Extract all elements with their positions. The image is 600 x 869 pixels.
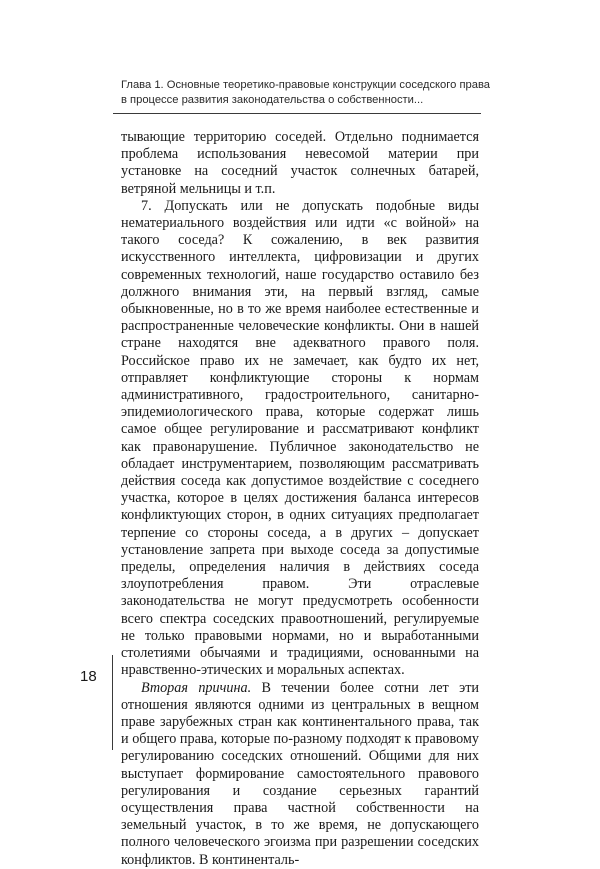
page-body bbox=[121, 129, 479, 869]
running-head-line-1: Глава 1. Основные теоретико-правовые конструкции соседского права bbox=[121, 79, 490, 91]
running-head-line-2: в процессе развития законодательства о собственности... bbox=[121, 94, 424, 106]
paragraph-lead-in: Вторая причина. bbox=[141, 679, 252, 696]
running-head bbox=[121, 78, 490, 108]
header-divider bbox=[113, 113, 481, 114]
paragraph-second-reason bbox=[121, 680, 479, 869]
paragraph-continued: тывающие территорию соседей. Отдельно поднимается проблема использования невесомой материи при установке на соседний участок солнечных батарей, ветряной мельницы и т.п. bbox=[121, 129, 479, 197]
footer-margin-rule bbox=[112, 655, 113, 750]
page-number: 18 bbox=[80, 668, 97, 685]
paragraph-7: 7. Допускать или не допускать подобные виды нематериального воздействия или идти «с войной» на такого соседа? К сожалению, в век развития искусственного интеллекта, цифровизации и других современных технологий, наше государство оставило без должного внимания эти, на первый взгляд, самые обыкновенные, но в то же время наиболее естественные и распространенные человеческие конфликты. Они в нашей стране находятся вне адекватного правого поля. Российское право их не замечает, как будто их нет, отправляет конфликтующие стороны к нормам административного, градостроительного, санитарно-эпидемиологического права, которые содержат лишь самое общее регулирование и рассматривают конфликт как правонарушение. Публичное законодательство не обладает инструментарием, позволяющим рассматривать действия соседа как допустимое воздействие с соседнего участка, которое в целях достижения баланса интересов конфликтующих сторон, в одних ситуациях предполагает терпение со стороны соседа, а в других – допускает установление запрета при выходе соседа за допустимые пределы, определения наличия в действиях соседа злоупотребления правом. Эти отраслевые законодательства не могут предусмотреть особенности всего спектра соседских правоотношений, регулируемые не только правовыми нормами, но и выработанными столетиями обычаями и традициями, основанными на нравственно-этических и моральных аспектах. bbox=[121, 197, 479, 679]
paragraph-second-reason-text: В течении более сотни лет эти отношения являются одними из центральных в вещном праве зарубежных стран как континентального права, так и общего права, которые по-разному подходят к правовому регулированию соседских отношений. Общими для них выступает формирование самостоятельного правового регулирования и создание серьезных гарантий осуществления права частной собственности на земельный участок, в то же время, не допускающего полного человеческого эгоизма при разрешении соседских конфликтов. В континенталь- bbox=[121, 679, 479, 868]
